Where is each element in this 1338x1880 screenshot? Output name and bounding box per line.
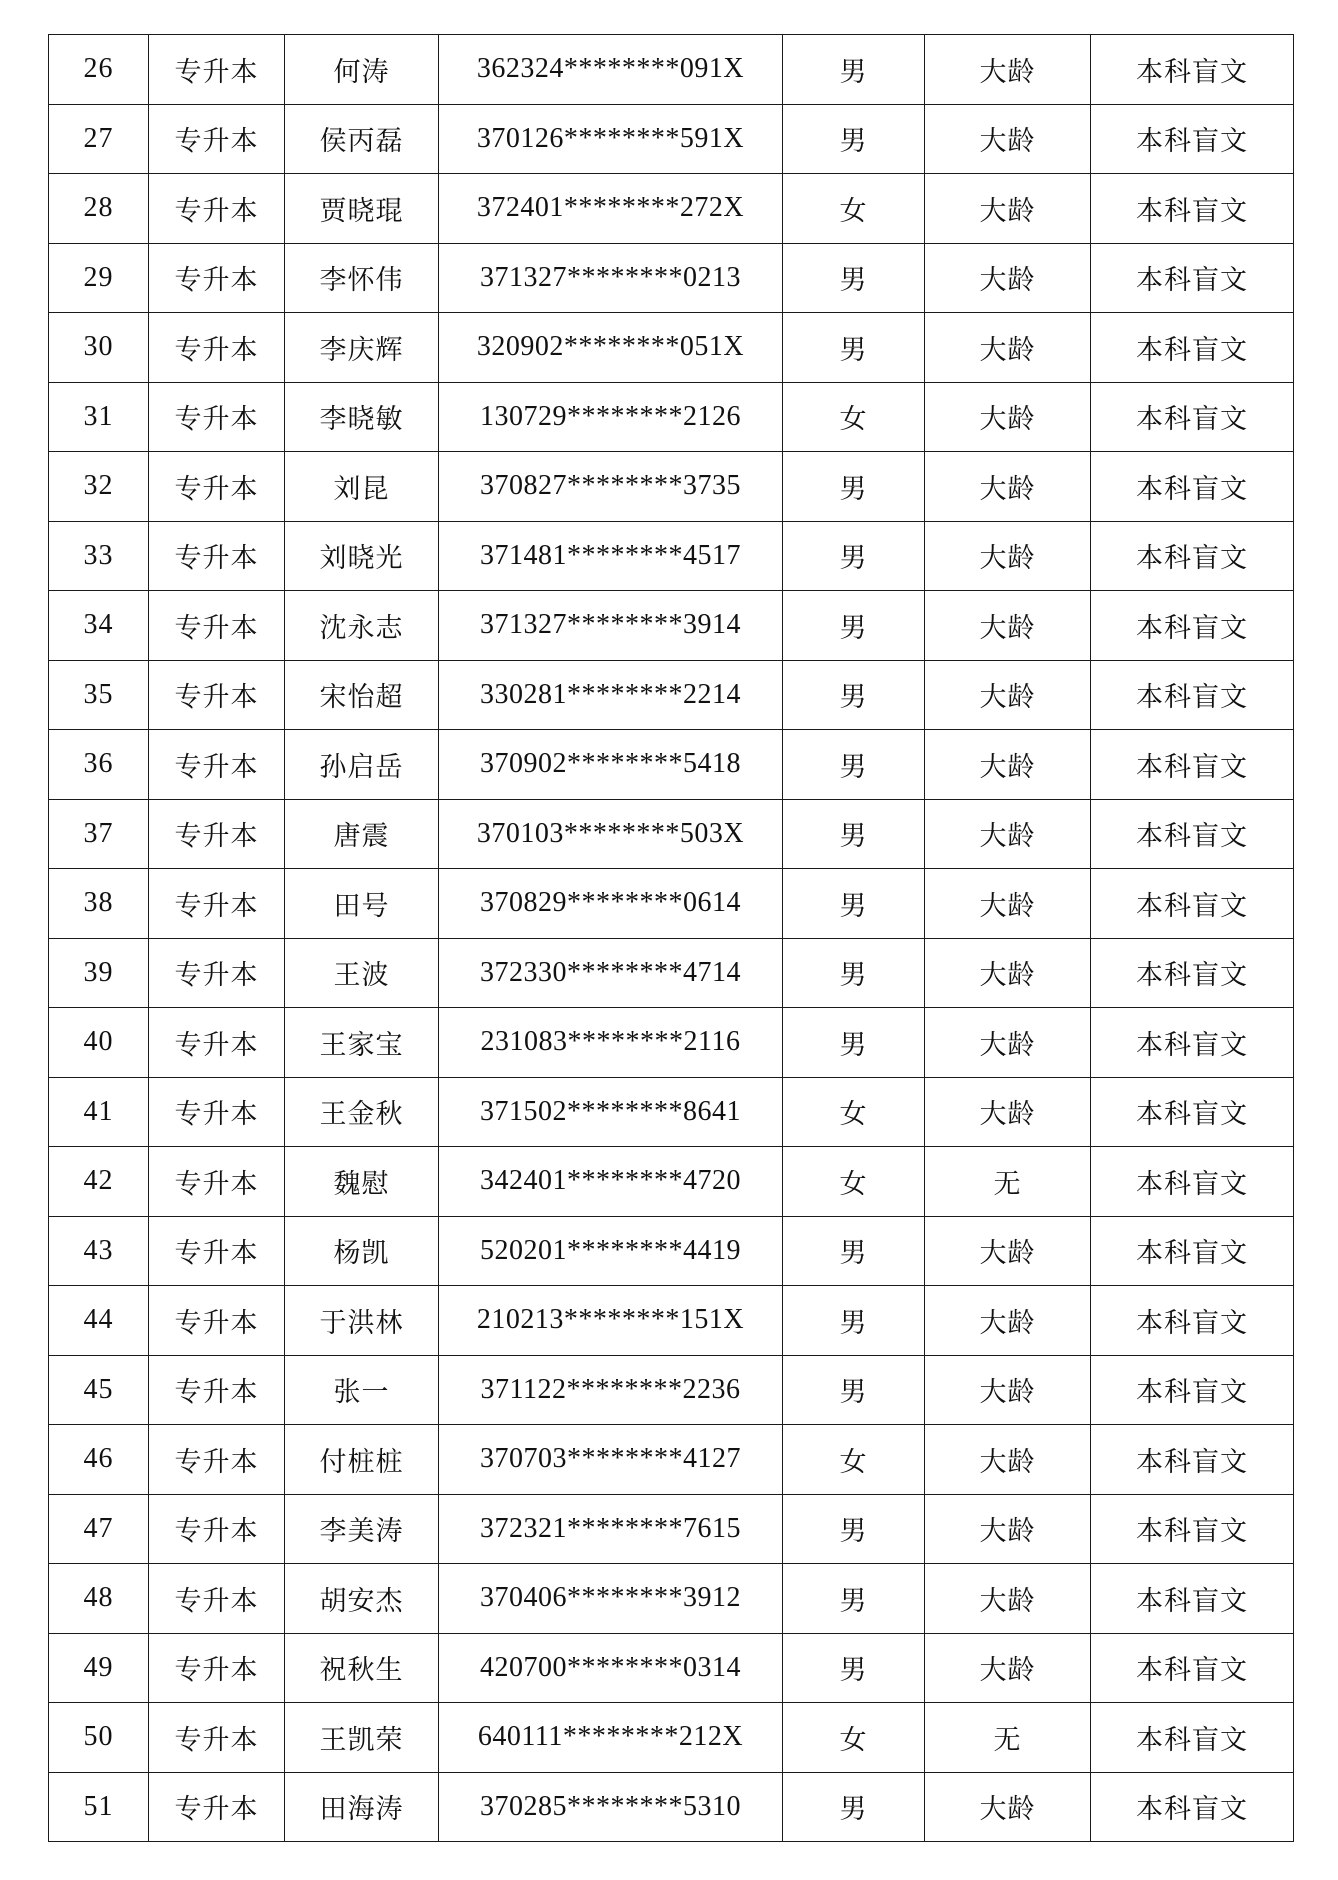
gender-cell: 男: [783, 591, 925, 661]
row-number-cell: 50: [49, 1703, 149, 1773]
id-number-cell: 342401********4720: [439, 1147, 783, 1217]
gender-cell: 女: [783, 1077, 925, 1147]
student-name-cell: 付桩桩: [285, 1425, 439, 1495]
age-group-cell: 大龄: [925, 313, 1091, 383]
gender-cell: 男: [783, 1216, 925, 1286]
enrollment-type-cell: 专升本: [149, 1216, 285, 1286]
id-number-cell: 372330********4714: [439, 938, 783, 1008]
table-row: [49, 1494, 1294, 1564]
enrollment-type-cell: 专升本: [149, 35, 285, 105]
age-group-cell: 无: [925, 1147, 1091, 1217]
gender-cell: 女: [783, 174, 925, 244]
enrollment-type-cell: 专升本: [149, 1147, 285, 1217]
row-number-cell: 28: [49, 174, 149, 244]
table-row: [49, 660, 1294, 730]
exam-category-cell: 本科盲文: [1091, 382, 1294, 452]
table-row: [49, 382, 1294, 452]
id-number-cell: 372401********272X: [439, 174, 783, 244]
exam-category-cell: 本科盲文: [1091, 938, 1294, 1008]
id-number-cell: 640111********212X: [439, 1703, 783, 1773]
table-row: [49, 35, 1294, 105]
row-number-cell: 37: [49, 799, 149, 869]
id-number-cell: 130729********2126: [439, 382, 783, 452]
table-row: [49, 1703, 1294, 1773]
student-name-cell: 胡安杰: [285, 1564, 439, 1634]
enrollment-type-cell: 专升本: [149, 1772, 285, 1842]
exam-category-cell: 本科盲文: [1091, 1425, 1294, 1495]
student-roster-table: [48, 34, 1294, 1842]
enrollment-type-cell: 专升本: [149, 104, 285, 174]
id-number-cell: 320902********051X: [439, 313, 783, 383]
student-name-cell: 刘昆: [285, 452, 439, 522]
exam-category-cell: 本科盲文: [1091, 1216, 1294, 1286]
age-group-cell: 大龄: [925, 1425, 1091, 1495]
student-name-cell: 李晓敏: [285, 382, 439, 452]
id-number-cell: 370703********4127: [439, 1425, 783, 1495]
id-number-cell: 520201********4419: [439, 1216, 783, 1286]
exam-category-cell: 本科盲文: [1091, 660, 1294, 730]
age-group-cell: 大龄: [925, 1216, 1091, 1286]
student-name-cell: 何涛: [285, 35, 439, 105]
row-number-cell: 35: [49, 660, 149, 730]
table-row: [49, 1077, 1294, 1147]
student-name-cell: 王家宝: [285, 1008, 439, 1078]
id-number-cell: 370827********3735: [439, 452, 783, 522]
row-number-cell: 29: [49, 243, 149, 313]
enrollment-type-cell: 专升本: [149, 591, 285, 661]
exam-category-cell: 本科盲文: [1091, 1147, 1294, 1217]
exam-category-cell: 本科盲文: [1091, 1008, 1294, 1078]
gender-cell: 男: [783, 730, 925, 800]
exam-category-cell: 本科盲文: [1091, 1077, 1294, 1147]
exam-category-cell: 本科盲文: [1091, 104, 1294, 174]
exam-category-cell: 本科盲文: [1091, 1355, 1294, 1425]
enrollment-type-cell: 专升本: [149, 521, 285, 591]
id-number-cell: 370902********5418: [439, 730, 783, 800]
age-group-cell: 大龄: [925, 1494, 1091, 1564]
enrollment-type-cell: 专升本: [149, 382, 285, 452]
student-name-cell: 李怀伟: [285, 243, 439, 313]
id-number-cell: 210213********151X: [439, 1286, 783, 1356]
row-number-cell: 27: [49, 104, 149, 174]
exam-category-cell: 本科盲文: [1091, 313, 1294, 383]
student-name-cell: 魏慰: [285, 1147, 439, 1217]
gender-cell: 男: [783, 35, 925, 105]
row-number-cell: 36: [49, 730, 149, 800]
exam-category-cell: 本科盲文: [1091, 730, 1294, 800]
student-name-cell: 祝秋生: [285, 1633, 439, 1703]
row-number-cell: 42: [49, 1147, 149, 1217]
row-number-cell: 34: [49, 591, 149, 661]
student-name-cell: 田海涛: [285, 1772, 439, 1842]
age-group-cell: 大龄: [925, 452, 1091, 522]
enrollment-type-cell: 专升本: [149, 660, 285, 730]
row-number-cell: 38: [49, 869, 149, 939]
student-name-cell: 张一: [285, 1355, 439, 1425]
id-number-cell: 370285********5310: [439, 1772, 783, 1842]
gender-cell: 女: [783, 1425, 925, 1495]
id-number-cell: 372321********7615: [439, 1494, 783, 1564]
age-group-cell: 大龄: [925, 730, 1091, 800]
enrollment-type-cell: 专升本: [149, 1286, 285, 1356]
row-number-cell: 48: [49, 1564, 149, 1634]
table-row: [49, 243, 1294, 313]
exam-category-cell: 本科盲文: [1091, 869, 1294, 939]
age-group-cell: 大龄: [925, 1564, 1091, 1634]
age-group-cell: 大龄: [925, 591, 1091, 661]
enrollment-type-cell: 专升本: [149, 869, 285, 939]
student-name-cell: 孙启岳: [285, 730, 439, 800]
exam-category-cell: 本科盲文: [1091, 1564, 1294, 1634]
student-name-cell: 李庆辉: [285, 313, 439, 383]
enrollment-type-cell: 专升本: [149, 1703, 285, 1773]
id-number-cell: 371122********2236: [439, 1355, 783, 1425]
gender-cell: 男: [783, 660, 925, 730]
exam-category-cell: 本科盲文: [1091, 35, 1294, 105]
gender-cell: 女: [783, 1147, 925, 1217]
row-number-cell: 30: [49, 313, 149, 383]
gender-cell: 男: [783, 938, 925, 1008]
gender-cell: 男: [783, 1286, 925, 1356]
exam-category-cell: 本科盲文: [1091, 1703, 1294, 1773]
table-row: [49, 938, 1294, 1008]
gender-cell: 男: [783, 1633, 925, 1703]
row-number-cell: 46: [49, 1425, 149, 1495]
row-number-cell: 31: [49, 382, 149, 452]
gender-cell: 男: [783, 1355, 925, 1425]
table-row: [49, 591, 1294, 661]
enrollment-type-cell: 专升本: [149, 938, 285, 1008]
table-row: [49, 730, 1294, 800]
table-row: [49, 1355, 1294, 1425]
exam-category-cell: 本科盲文: [1091, 799, 1294, 869]
student-name-cell: 王波: [285, 938, 439, 1008]
id-number-cell: 371502********8641: [439, 1077, 783, 1147]
table-row: [49, 313, 1294, 383]
exam-category-cell: 本科盲文: [1091, 1772, 1294, 1842]
table-row: [49, 1633, 1294, 1703]
gender-cell: 男: [783, 1008, 925, 1078]
table-row: [49, 799, 1294, 869]
gender-cell: 男: [783, 243, 925, 313]
id-number-cell: 370829********0614: [439, 869, 783, 939]
id-number-cell: 370406********3912: [439, 1564, 783, 1634]
enrollment-type-cell: 专升本: [149, 313, 285, 383]
age-group-cell: 大龄: [925, 382, 1091, 452]
table-row: [49, 1564, 1294, 1634]
row-number-cell: 32: [49, 452, 149, 522]
table-row: [49, 1147, 1294, 1217]
student-name-cell: 王凯荣: [285, 1703, 439, 1773]
gender-cell: 男: [783, 869, 925, 939]
age-group-cell: 大龄: [925, 1077, 1091, 1147]
gender-cell: 女: [783, 382, 925, 452]
age-group-cell: 大龄: [925, 1772, 1091, 1842]
row-number-cell: 39: [49, 938, 149, 1008]
enrollment-type-cell: 专升本: [149, 1077, 285, 1147]
age-group-cell: 大龄: [925, 174, 1091, 244]
table-row: [49, 869, 1294, 939]
id-number-cell: 330281********2214: [439, 660, 783, 730]
age-group-cell: 大龄: [925, 243, 1091, 313]
exam-category-cell: 本科盲文: [1091, 1633, 1294, 1703]
table-row: [49, 1772, 1294, 1842]
age-group-cell: 大龄: [925, 660, 1091, 730]
exam-category-cell: 本科盲文: [1091, 174, 1294, 244]
enrollment-type-cell: 专升本: [149, 799, 285, 869]
exam-category-cell: 本科盲文: [1091, 452, 1294, 522]
id-number-cell: 371327********0213: [439, 243, 783, 313]
table-row: [49, 1216, 1294, 1286]
student-name-cell: 杨凯: [285, 1216, 439, 1286]
age-group-cell: 大龄: [925, 521, 1091, 591]
table-row: [49, 1286, 1294, 1356]
exam-category-cell: 本科盲文: [1091, 243, 1294, 313]
id-number-cell: 370103********503X: [439, 799, 783, 869]
id-number-cell: 371327********3914: [439, 591, 783, 661]
student-name-cell: 刘晓光: [285, 521, 439, 591]
gender-cell: 男: [783, 104, 925, 174]
table-row: [49, 1425, 1294, 1495]
age-group-cell: 大龄: [925, 35, 1091, 105]
row-number-cell: 41: [49, 1077, 149, 1147]
row-number-cell: 43: [49, 1216, 149, 1286]
table-row: [49, 1008, 1294, 1078]
table-row: [49, 452, 1294, 522]
student-name-cell: 于洪林: [285, 1286, 439, 1356]
roster-body: [49, 35, 1294, 1842]
table-row: [49, 174, 1294, 244]
row-number-cell: 44: [49, 1286, 149, 1356]
student-name-cell: 唐震: [285, 799, 439, 869]
gender-cell: 男: [783, 313, 925, 383]
table-row: [49, 521, 1294, 591]
enrollment-type-cell: 专升本: [149, 730, 285, 800]
row-number-cell: 40: [49, 1008, 149, 1078]
gender-cell: 男: [783, 1772, 925, 1842]
row-number-cell: 26: [49, 35, 149, 105]
enrollment-type-cell: 专升本: [149, 1633, 285, 1703]
row-number-cell: 49: [49, 1633, 149, 1703]
enrollment-type-cell: 专升本: [149, 1008, 285, 1078]
student-name-cell: 李美涛: [285, 1494, 439, 1564]
student-name-cell: 侯丙磊: [285, 104, 439, 174]
student-name-cell: 沈永志: [285, 591, 439, 661]
exam-category-cell: 本科盲文: [1091, 521, 1294, 591]
age-group-cell: 大龄: [925, 1008, 1091, 1078]
age-group-cell: 大龄: [925, 938, 1091, 1008]
row-number-cell: 51: [49, 1772, 149, 1842]
enrollment-type-cell: 专升本: [149, 1494, 285, 1564]
age-group-cell: 大龄: [925, 869, 1091, 939]
enrollment-type-cell: 专升本: [149, 1425, 285, 1495]
row-number-cell: 33: [49, 521, 149, 591]
gender-cell: 女: [783, 1703, 925, 1773]
id-number-cell: 420700********0314: [439, 1633, 783, 1703]
age-group-cell: 无: [925, 1703, 1091, 1773]
student-name-cell: 田号: [285, 869, 439, 939]
exam-category-cell: 本科盲文: [1091, 1494, 1294, 1564]
exam-category-cell: 本科盲文: [1091, 591, 1294, 661]
id-number-cell: 370126********591X: [439, 104, 783, 174]
enrollment-type-cell: 专升本: [149, 1564, 285, 1634]
table-row: [49, 104, 1294, 174]
row-number-cell: 45: [49, 1355, 149, 1425]
student-name-cell: 贾晓琨: [285, 174, 439, 244]
exam-category-cell: 本科盲文: [1091, 1286, 1294, 1356]
age-group-cell: 大龄: [925, 104, 1091, 174]
age-group-cell: 大龄: [925, 1633, 1091, 1703]
age-group-cell: 大龄: [925, 799, 1091, 869]
id-number-cell: 231083********2116: [439, 1008, 783, 1078]
id-number-cell: 362324********091X: [439, 35, 783, 105]
row-number-cell: 47: [49, 1494, 149, 1564]
enrollment-type-cell: 专升本: [149, 452, 285, 522]
gender-cell: 男: [783, 1494, 925, 1564]
gender-cell: 男: [783, 1564, 925, 1634]
gender-cell: 男: [783, 521, 925, 591]
gender-cell: 男: [783, 452, 925, 522]
student-name-cell: 宋怡超: [285, 660, 439, 730]
enrollment-type-cell: 专升本: [149, 243, 285, 313]
age-group-cell: 大龄: [925, 1286, 1091, 1356]
id-number-cell: 371481********4517: [439, 521, 783, 591]
gender-cell: 男: [783, 799, 925, 869]
enrollment-type-cell: 专升本: [149, 174, 285, 244]
student-name-cell: 王金秋: [285, 1077, 439, 1147]
enrollment-type-cell: 专升本: [149, 1355, 285, 1425]
age-group-cell: 大龄: [925, 1355, 1091, 1425]
